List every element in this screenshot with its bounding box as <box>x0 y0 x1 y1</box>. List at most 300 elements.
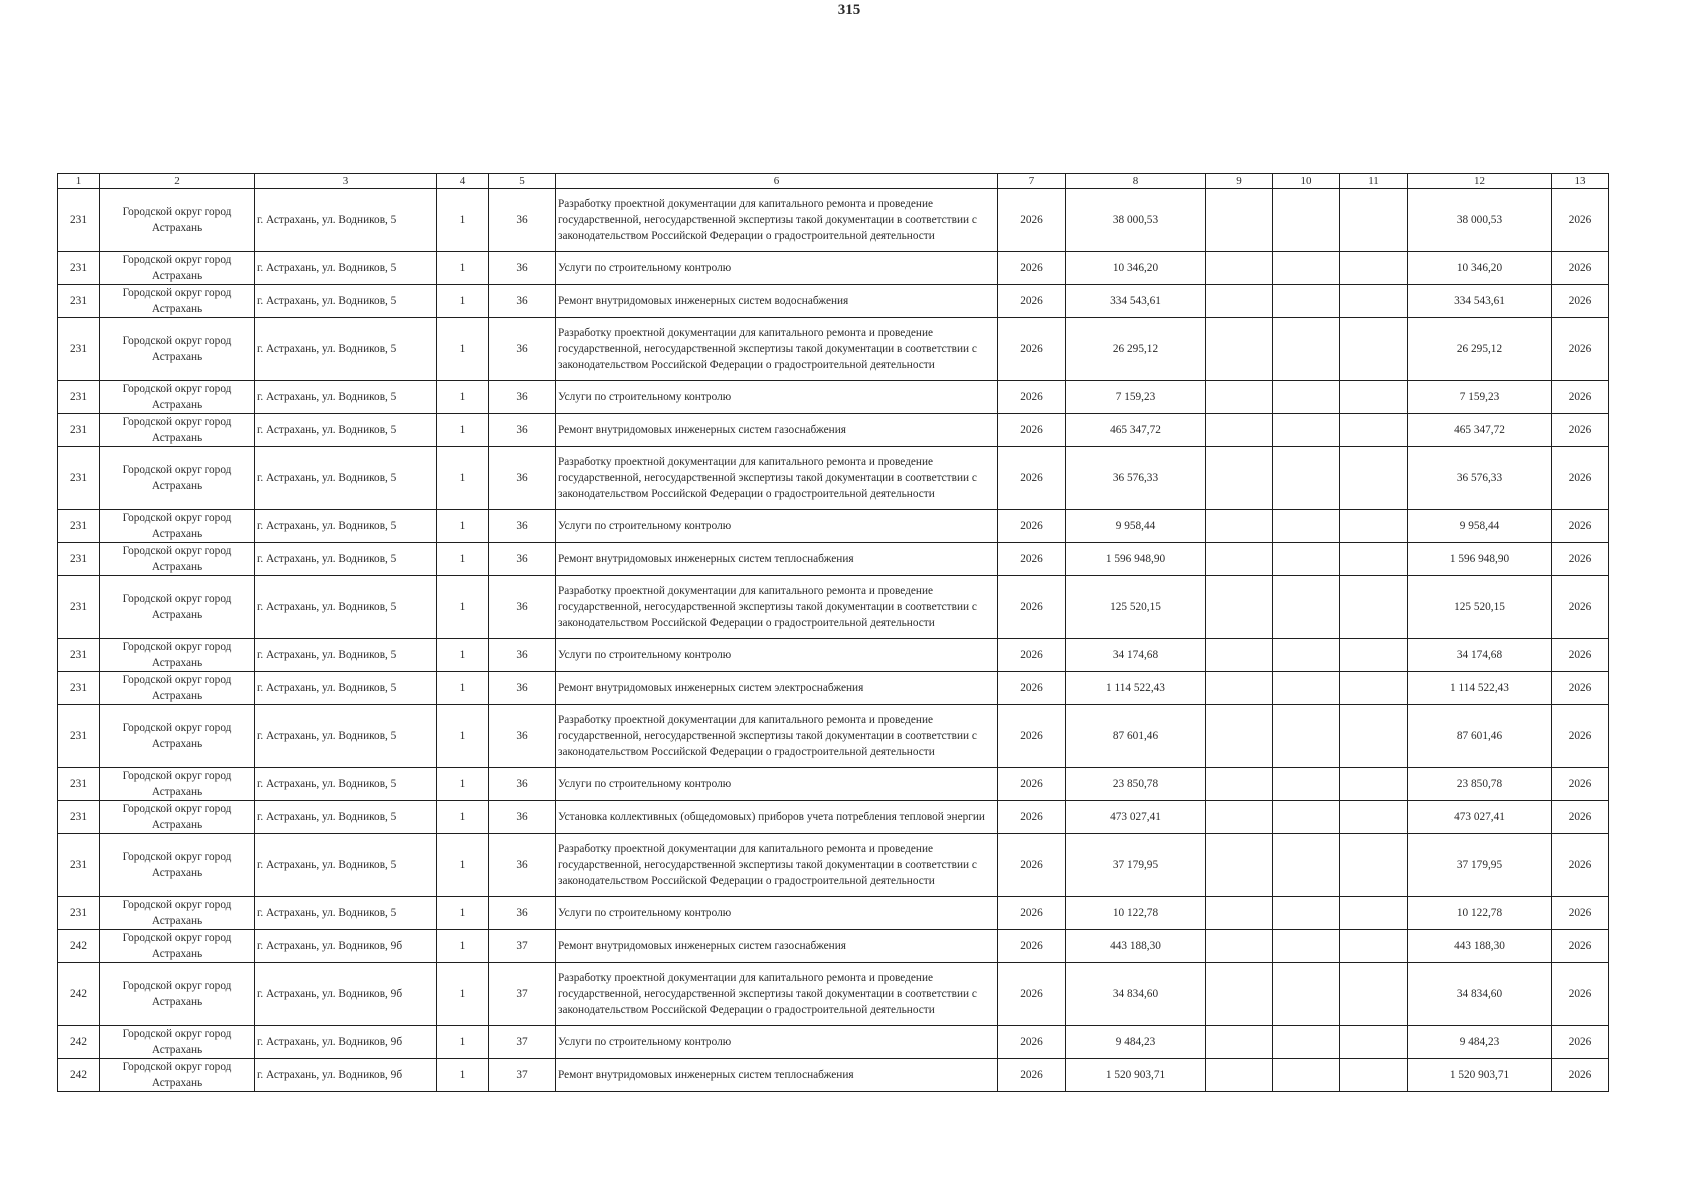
total-cost-cell: 10 122,78 <box>1408 897 1552 930</box>
total-cost-cell: 9 958,44 <box>1408 510 1552 543</box>
col-5-cell: 36 <box>489 639 556 672</box>
table-body <box>58 189 1609 1092</box>
total-cost-cell: 125 520,15 <box>1408 576 1552 639</box>
work-type-cell: Разработку проектной документации для капитального ремонта и проведение государственной, негосударственной экспертизы такой документации в соответствии с законодательством Российской Федерации о градостроительной деятельности <box>556 963 998 1026</box>
work-type-cell: Услуги по строительному контролю <box>556 252 998 285</box>
year-cell: 2026 <box>998 189 1066 252</box>
cost-cell: 334 543,61 <box>1066 285 1206 318</box>
col-11-cell <box>1340 1059 1408 1092</box>
address-cell: г. Астрахань, ул. Водников, 9б <box>255 963 437 1026</box>
header-cell: 12 <box>1408 174 1552 189</box>
address-cell: г. Астрахань, ул. Водников, 5 <box>255 834 437 897</box>
municipality-cell: Городской округ город Астрахань <box>100 897 255 930</box>
completion-year-cell: 2026 <box>1552 510 1609 543</box>
col-11-cell <box>1340 801 1408 834</box>
address-cell: г. Астрахань, ул. Водников, 5 <box>255 705 437 768</box>
row-number-cell: 231 <box>58 576 100 639</box>
col-10-cell <box>1273 639 1340 672</box>
col-5-cell: 36 <box>489 189 556 252</box>
municipality-cell: Городской округ город Астрахань <box>100 834 255 897</box>
address-cell: г. Астрахань, ул. Водников, 9б <box>255 1059 437 1092</box>
year-cell: 2026 <box>998 543 1066 576</box>
work-type-cell: Разработку проектной документации для капитального ремонта и проведение государственной, негосударственной экспертизы такой документации в соответствии с законодательством Российской Федерации о градостроительной деятельности <box>556 318 998 381</box>
municipality-cell: Городской округ город Астрахань <box>100 510 255 543</box>
col-9-cell <box>1206 414 1273 447</box>
address-cell: г. Астрахань, ул. Водников, 5 <box>255 285 437 318</box>
col-5-cell: 36 <box>489 252 556 285</box>
col-9-cell <box>1206 252 1273 285</box>
col-9-cell <box>1206 576 1273 639</box>
col-4-cell: 1 <box>437 381 489 414</box>
table-row <box>58 189 1609 252</box>
cost-cell: 1 114 522,43 <box>1066 672 1206 705</box>
col-5-cell: 36 <box>489 897 556 930</box>
table-row <box>58 834 1609 897</box>
municipality-cell: Городской округ город Астрахань <box>100 801 255 834</box>
completion-year-cell: 2026 <box>1552 414 1609 447</box>
work-type-cell: Ремонт внутридомовых инженерных систем газоснабжения <box>556 930 998 963</box>
header-cell: 4 <box>437 174 489 189</box>
col-10-cell <box>1273 834 1340 897</box>
col-10-cell <box>1273 768 1340 801</box>
address-cell: г. Астрахань, ул. Водников, 5 <box>255 672 437 705</box>
table-row <box>58 285 1609 318</box>
completion-year-cell: 2026 <box>1552 381 1609 414</box>
col-5-cell: 36 <box>489 543 556 576</box>
col-11-cell <box>1340 414 1408 447</box>
col-5-cell: 36 <box>489 414 556 447</box>
col-9-cell <box>1206 801 1273 834</box>
completion-year-cell: 2026 <box>1552 543 1609 576</box>
cost-cell: 125 520,15 <box>1066 576 1206 639</box>
total-cost-cell: 26 295,12 <box>1408 318 1552 381</box>
col-10-cell <box>1273 930 1340 963</box>
total-cost-cell: 1 520 903,71 <box>1408 1059 1552 1092</box>
header-cell: 7 <box>998 174 1066 189</box>
table-row <box>58 1059 1609 1092</box>
address-cell: г. Астрахань, ул. Водников, 5 <box>255 768 437 801</box>
table-row <box>58 963 1609 1026</box>
col-11-cell <box>1340 285 1408 318</box>
col-10-cell <box>1273 543 1340 576</box>
col-4-cell: 1 <box>437 672 489 705</box>
header-cell: 8 <box>1066 174 1206 189</box>
col-11-cell <box>1340 1026 1408 1059</box>
col-10-cell <box>1273 801 1340 834</box>
work-type-cell: Ремонт внутридомовых инженерных систем электроснабжения <box>556 672 998 705</box>
col-10-cell <box>1273 1026 1340 1059</box>
col-11-cell <box>1340 897 1408 930</box>
col-9-cell <box>1206 447 1273 510</box>
municipality-cell: Городской округ город Астрахань <box>100 1059 255 1092</box>
col-11-cell <box>1340 930 1408 963</box>
col-10-cell <box>1273 672 1340 705</box>
table-row <box>58 510 1609 543</box>
total-cost-cell: 34 174,68 <box>1408 639 1552 672</box>
year-cell: 2026 <box>998 252 1066 285</box>
col-4-cell: 1 <box>437 414 489 447</box>
municipality-cell: Городской округ город Астрахань <box>100 576 255 639</box>
address-cell: г. Астрахань, ул. Водников, 5 <box>255 318 437 381</box>
col-9-cell <box>1206 318 1273 381</box>
col-9-cell <box>1206 381 1273 414</box>
row-number-cell: 231 <box>58 897 100 930</box>
completion-year-cell: 2026 <box>1552 639 1609 672</box>
col-9-cell <box>1206 543 1273 576</box>
col-4-cell: 1 <box>437 1026 489 1059</box>
col-11-cell <box>1340 318 1408 381</box>
work-type-cell: Услуги по строительному контролю <box>556 639 998 672</box>
completion-year-cell: 2026 <box>1552 897 1609 930</box>
table-row <box>58 447 1609 510</box>
col-4-cell: 1 <box>437 897 489 930</box>
cost-cell: 26 295,12 <box>1066 318 1206 381</box>
row-number-cell: 231 <box>58 705 100 768</box>
municipality-cell: Городской округ город Астрахань <box>100 963 255 1026</box>
municipality-cell: Городской округ город Астрахань <box>100 189 255 252</box>
col-11-cell <box>1340 768 1408 801</box>
completion-year-cell: 2026 <box>1552 768 1609 801</box>
completion-year-cell: 2026 <box>1552 189 1609 252</box>
col-9-cell <box>1206 639 1273 672</box>
total-cost-cell: 23 850,78 <box>1408 768 1552 801</box>
cost-cell: 23 850,78 <box>1066 768 1206 801</box>
total-cost-cell: 465 347,72 <box>1408 414 1552 447</box>
col-9-cell <box>1206 510 1273 543</box>
year-cell: 2026 <box>998 963 1066 1026</box>
row-number-cell: 231 <box>58 252 100 285</box>
col-4-cell: 1 <box>437 834 489 897</box>
page-number: 315 <box>837 2 861 18</box>
completion-year-cell: 2026 <box>1552 318 1609 381</box>
col-11-cell <box>1340 834 1408 897</box>
table-row <box>58 801 1609 834</box>
col-4-cell: 1 <box>437 639 489 672</box>
col-9-cell <box>1206 768 1273 801</box>
year-cell: 2026 <box>998 381 1066 414</box>
cost-cell: 34 174,68 <box>1066 639 1206 672</box>
col-5-cell: 36 <box>489 705 556 768</box>
work-type-cell: Услуги по строительному контролю <box>556 897 998 930</box>
cost-cell: 10 122,78 <box>1066 897 1206 930</box>
col-4-cell: 1 <box>437 1059 489 1092</box>
row-number-cell: 242 <box>58 1026 100 1059</box>
table-row <box>58 318 1609 381</box>
header-cell: 5 <box>489 174 556 189</box>
table-row <box>58 705 1609 768</box>
row-number-cell: 242 <box>58 963 100 1026</box>
address-cell: г. Астрахань, ул. Водников, 5 <box>255 576 437 639</box>
col-4-cell: 1 <box>437 705 489 768</box>
year-cell: 2026 <box>998 930 1066 963</box>
cost-cell: 87 601,46 <box>1066 705 1206 768</box>
cost-cell: 9 958,44 <box>1066 510 1206 543</box>
table-row <box>58 768 1609 801</box>
cost-cell: 37 179,95 <box>1066 834 1206 897</box>
col-11-cell <box>1340 447 1408 510</box>
col-10-cell <box>1273 1059 1340 1092</box>
col-10-cell <box>1273 381 1340 414</box>
col-4-cell: 1 <box>437 576 489 639</box>
municipality-cell: Городской округ город Астрахань <box>100 639 255 672</box>
year-cell: 2026 <box>998 576 1066 639</box>
col-11-cell <box>1340 639 1408 672</box>
year-cell: 2026 <box>998 1026 1066 1059</box>
row-number-cell: 231 <box>58 381 100 414</box>
col-11-cell <box>1340 381 1408 414</box>
address-cell: г. Астрахань, ул. Водников, 5 <box>255 801 437 834</box>
cost-cell: 36 576,33 <box>1066 447 1206 510</box>
total-cost-cell: 443 188,30 <box>1408 930 1552 963</box>
completion-year-cell: 2026 <box>1552 447 1609 510</box>
cost-cell: 9 484,23 <box>1066 1026 1206 1059</box>
row-number-cell: 231 <box>58 672 100 705</box>
year-cell: 2026 <box>998 768 1066 801</box>
col-11-cell <box>1340 672 1408 705</box>
year-cell: 2026 <box>998 834 1066 897</box>
address-cell: г. Астрахань, ул. Водников, 5 <box>255 414 437 447</box>
municipality-cell: Городской округ город Астрахань <box>100 447 255 510</box>
year-cell: 2026 <box>998 639 1066 672</box>
row-number-cell: 231 <box>58 543 100 576</box>
work-type-cell: Услуги по строительному контролю <box>556 381 998 414</box>
col-5-cell: 36 <box>489 834 556 897</box>
col-4-cell: 1 <box>437 930 489 963</box>
work-type-cell: Услуги по строительному контролю <box>556 510 998 543</box>
header-cell: 9 <box>1206 174 1273 189</box>
col-9-cell <box>1206 189 1273 252</box>
address-cell: г. Астрахань, ул. Водников, 5 <box>255 189 437 252</box>
total-cost-cell: 10 346,20 <box>1408 252 1552 285</box>
col-5-cell: 36 <box>489 447 556 510</box>
completion-year-cell: 2026 <box>1552 1026 1609 1059</box>
header-cell: 13 <box>1552 174 1609 189</box>
table-row <box>58 897 1609 930</box>
total-cost-cell: 36 576,33 <box>1408 447 1552 510</box>
col-11-cell <box>1340 963 1408 1026</box>
work-type-cell: Ремонт внутридомовых инженерных систем теплоснабжения <box>556 1059 998 1092</box>
header-cell: 6 <box>556 174 998 189</box>
total-cost-cell: 37 179,95 <box>1408 834 1552 897</box>
table-row <box>58 1026 1609 1059</box>
col-10-cell <box>1273 318 1340 381</box>
total-cost-cell: 9 484,23 <box>1408 1026 1552 1059</box>
completion-year-cell: 2026 <box>1552 672 1609 705</box>
work-type-cell: Ремонт внутридомовых инженерных систем теплоснабжения <box>556 543 998 576</box>
address-cell: г. Астрахань, ул. Водников, 5 <box>255 639 437 672</box>
row-number-cell: 231 <box>58 801 100 834</box>
col-4-cell: 1 <box>437 963 489 1026</box>
col-11-cell <box>1340 543 1408 576</box>
col-10-cell <box>1273 189 1340 252</box>
table-row <box>58 639 1609 672</box>
year-cell: 2026 <box>998 672 1066 705</box>
cost-cell: 7 159,23 <box>1066 381 1206 414</box>
col-10-cell <box>1273 447 1340 510</box>
header-cell: 11 <box>1340 174 1408 189</box>
col-4-cell: 1 <box>437 447 489 510</box>
col-5-cell: 36 <box>489 576 556 639</box>
header-cell: 2 <box>100 174 255 189</box>
col-9-cell <box>1206 963 1273 1026</box>
completion-year-cell: 2026 <box>1552 1059 1609 1092</box>
completion-year-cell: 2026 <box>1552 285 1609 318</box>
col-9-cell <box>1206 705 1273 768</box>
col-9-cell <box>1206 834 1273 897</box>
total-cost-cell: 1 114 522,43 <box>1408 672 1552 705</box>
row-number-cell: 231 <box>58 189 100 252</box>
municipality-cell: Городской округ город Астрахань <box>100 672 255 705</box>
municipality-cell: Городской округ город Астрахань <box>100 414 255 447</box>
completion-year-cell: 2026 <box>1552 963 1609 1026</box>
municipality-cell: Городской округ город Астрахань <box>100 543 255 576</box>
cost-cell: 1 596 948,90 <box>1066 543 1206 576</box>
table-row <box>58 543 1609 576</box>
header-cell: 3 <box>255 174 437 189</box>
col-9-cell <box>1206 930 1273 963</box>
table-row <box>58 381 1609 414</box>
address-cell: г. Астрахань, ул. Водников, 9б <box>255 1026 437 1059</box>
work-type-cell: Ремонт внутридомовых инженерных систем водоснабжения <box>556 285 998 318</box>
total-cost-cell: 87 601,46 <box>1408 705 1552 768</box>
col-9-cell <box>1206 672 1273 705</box>
work-type-cell: Разработку проектной документации для капитального ремонта и проведение государственной, негосударственной экспертизы такой документации в соответствии с законодательством Российской Федерации о градостроительной деятельности <box>556 447 998 510</box>
col-10-cell <box>1273 705 1340 768</box>
col-4-cell: 1 <box>437 189 489 252</box>
cost-cell: 10 346,20 <box>1066 252 1206 285</box>
capital-repair-table <box>57 173 1609 1092</box>
municipality-cell: Городской округ город Астрахань <box>100 930 255 963</box>
col-4-cell: 1 <box>437 318 489 381</box>
table-header <box>58 174 1609 189</box>
col-9-cell <box>1206 1026 1273 1059</box>
work-type-cell: Установка коллективных (общедомовых) приборов учета потребления тепловой энергии <box>556 801 998 834</box>
completion-year-cell: 2026 <box>1552 252 1609 285</box>
col-5-cell: 37 <box>489 1059 556 1092</box>
col-4-cell: 1 <box>437 768 489 801</box>
cost-cell: 465 347,72 <box>1066 414 1206 447</box>
cost-cell: 38 000,53 <box>1066 189 1206 252</box>
col-5-cell: 36 <box>489 801 556 834</box>
col-9-cell <box>1206 897 1273 930</box>
col-10-cell <box>1273 576 1340 639</box>
row-number-cell: 231 <box>58 639 100 672</box>
col-5-cell: 37 <box>489 930 556 963</box>
col-5-cell: 36 <box>489 768 556 801</box>
cost-cell: 443 188,30 <box>1066 930 1206 963</box>
col-10-cell <box>1273 897 1340 930</box>
col-4-cell: 1 <box>437 510 489 543</box>
row-number-cell: 231 <box>58 834 100 897</box>
header-cell: 10 <box>1273 174 1340 189</box>
table-row <box>58 576 1609 639</box>
municipality-cell: Городской округ город Астрахань <box>100 285 255 318</box>
total-cost-cell: 473 027,41 <box>1408 801 1552 834</box>
col-4-cell: 1 <box>437 285 489 318</box>
col-11-cell <box>1340 705 1408 768</box>
year-cell: 2026 <box>998 414 1066 447</box>
total-cost-cell: 334 543,61 <box>1408 285 1552 318</box>
row-number-cell: 242 <box>58 930 100 963</box>
address-cell: г. Астрахань, ул. Водников, 5 <box>255 510 437 543</box>
table-row <box>58 252 1609 285</box>
address-cell: г. Астрахань, ул. Водников, 5 <box>255 447 437 510</box>
address-cell: г. Астрахань, ул. Водников, 5 <box>255 897 437 930</box>
table-row <box>58 414 1609 447</box>
work-type-cell: Разработку проектной документации для капитального ремонта и проведение государственной, негосударственной экспертизы такой документации в соответствии с законодательством Российской Федерации о градостроительной деятельности <box>556 834 998 897</box>
col-10-cell <box>1273 510 1340 543</box>
municipality-cell: Городской округ город Астрахань <box>100 1026 255 1059</box>
col-9-cell <box>1206 1059 1273 1092</box>
municipality-cell: Городской округ город Астрахань <box>100 381 255 414</box>
municipality-cell: Городской округ город Астрахань <box>100 252 255 285</box>
row-number-cell: 231 <box>58 285 100 318</box>
total-cost-cell: 7 159,23 <box>1408 381 1552 414</box>
col-11-cell <box>1340 252 1408 285</box>
address-cell: г. Астрахань, ул. Водников, 5 <box>255 381 437 414</box>
col-10-cell <box>1273 285 1340 318</box>
year-cell: 2026 <box>998 897 1066 930</box>
col-10-cell <box>1273 414 1340 447</box>
col-5-cell: 36 <box>489 285 556 318</box>
year-cell: 2026 <box>998 510 1066 543</box>
col-5-cell: 37 <box>489 963 556 1026</box>
year-cell: 2026 <box>998 801 1066 834</box>
header-row <box>58 174 1609 189</box>
col-11-cell <box>1340 510 1408 543</box>
year-cell: 2026 <box>998 318 1066 381</box>
total-cost-cell: 1 596 948,90 <box>1408 543 1552 576</box>
work-type-cell: Услуги по строительному контролю <box>556 768 998 801</box>
col-10-cell <box>1273 963 1340 1026</box>
municipality-cell: Городской округ город Астрахань <box>100 318 255 381</box>
header-cell: 1 <box>58 174 100 189</box>
row-number-cell: 231 <box>58 318 100 381</box>
col-9-cell <box>1206 285 1273 318</box>
address-cell: г. Астрахань, ул. Водников, 5 <box>255 252 437 285</box>
work-type-cell: Разработку проектной документации для капитального ремонта и проведение государственной, негосударственной экспертизы такой документации в соответствии с законодательством Российской Федерации о градостроительной деятельности <box>556 189 998 252</box>
address-cell: г. Астрахань, ул. Водников, 9б <box>255 930 437 963</box>
completion-year-cell: 2026 <box>1552 834 1609 897</box>
completion-year-cell: 2026 <box>1552 930 1609 963</box>
cost-cell: 1 520 903,71 <box>1066 1059 1206 1092</box>
row-number-cell: 231 <box>58 447 100 510</box>
year-cell: 2026 <box>998 705 1066 768</box>
table-row <box>58 672 1609 705</box>
work-type-cell: Услуги по строительному контролю <box>556 1026 998 1059</box>
completion-year-cell: 2026 <box>1552 705 1609 768</box>
col-4-cell: 1 <box>437 543 489 576</box>
col-5-cell: 36 <box>489 510 556 543</box>
col-4-cell: 1 <box>437 801 489 834</box>
row-number-cell: 231 <box>58 414 100 447</box>
completion-year-cell: 2026 <box>1552 576 1609 639</box>
total-cost-cell: 34 834,60 <box>1408 963 1552 1026</box>
total-cost-cell: 38 000,53 <box>1408 189 1552 252</box>
col-5-cell: 36 <box>489 318 556 381</box>
row-number-cell: 242 <box>58 1059 100 1092</box>
cost-cell: 34 834,60 <box>1066 963 1206 1026</box>
municipality-cell: Городской округ город Астрахань <box>100 768 255 801</box>
cost-cell: 473 027,41 <box>1066 801 1206 834</box>
work-type-cell: Разработку проектной документации для капитального ремонта и проведение государственной, негосударственной экспертизы такой документации в соответствии с законодательством Российской Федерации о градостроительной деятельности <box>556 705 998 768</box>
year-cell: 2026 <box>998 1059 1066 1092</box>
col-11-cell <box>1340 576 1408 639</box>
address-cell: г. Астрахань, ул. Водников, 5 <box>255 543 437 576</box>
work-type-cell: Ремонт внутридомовых инженерных систем газоснабжения <box>556 414 998 447</box>
table-row <box>58 930 1609 963</box>
year-cell: 2026 <box>998 447 1066 510</box>
